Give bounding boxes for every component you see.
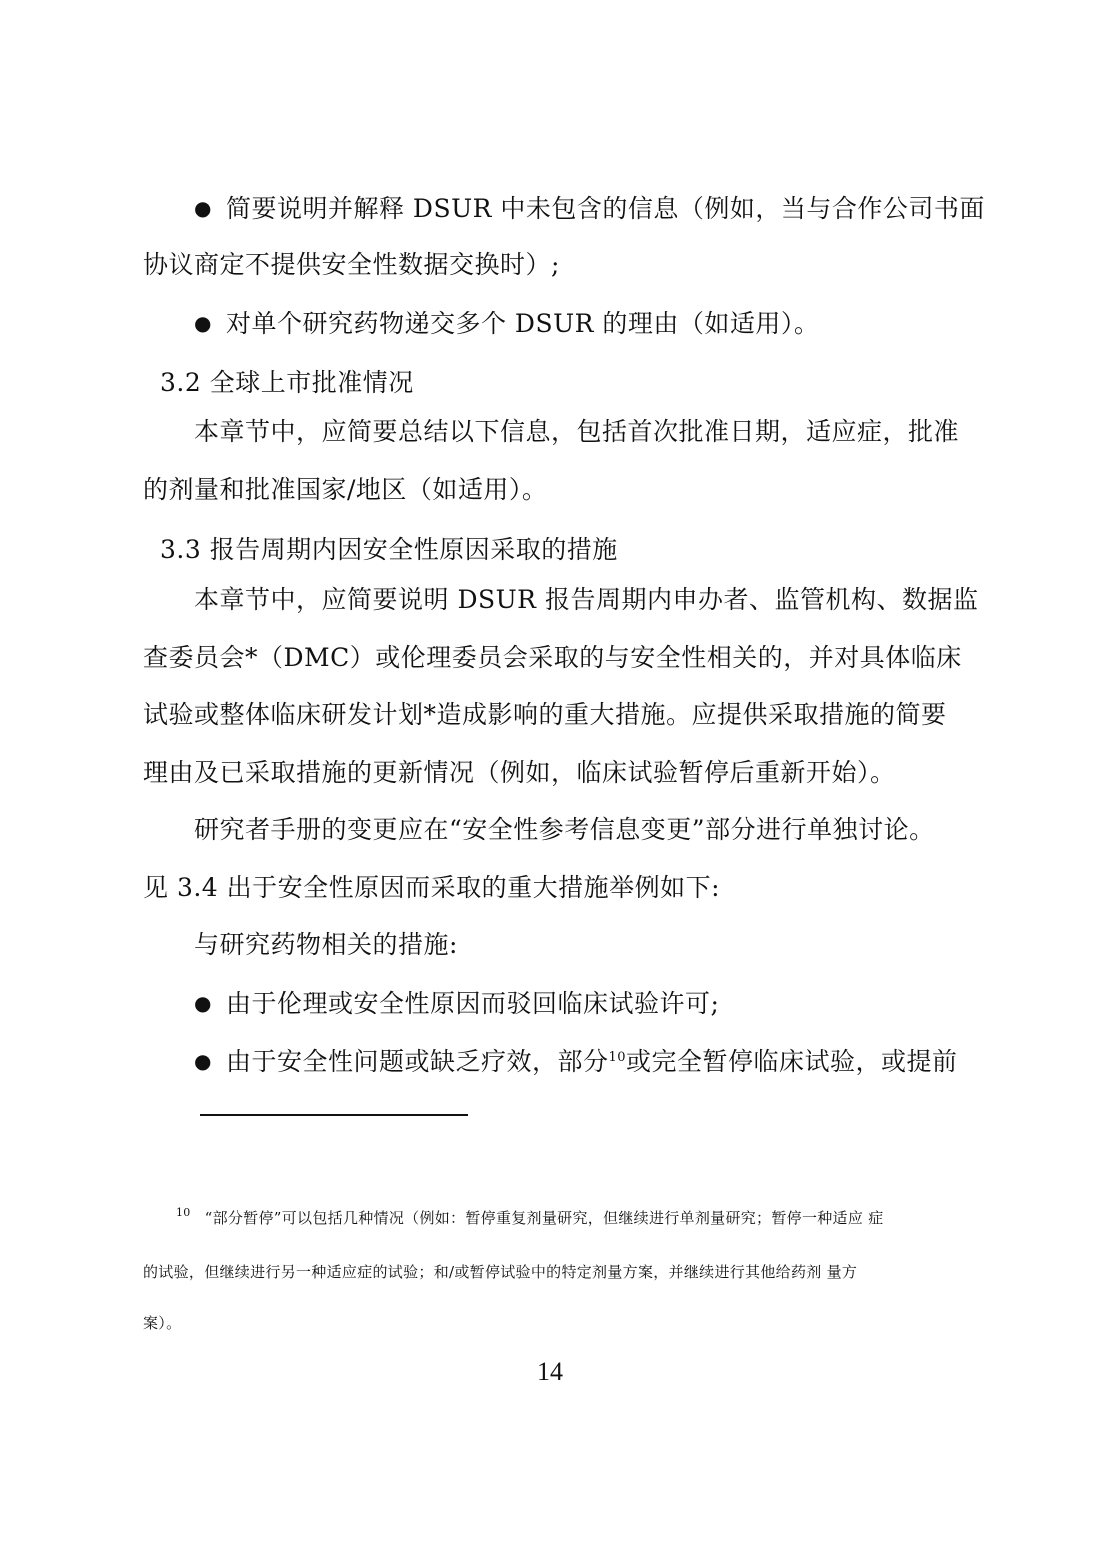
section-heading-3-2: 3.2 全球上市批准情况 (160, 368, 414, 397)
page-number: 14 (537, 1357, 563, 1386)
bullet-icon: ● (194, 991, 212, 1015)
section-heading-3-3: 3.3 报告周期内因安全性原因采取的措施 (160, 535, 618, 564)
paragraph-3-3-line-1: 本章节中，应简要说明 DSUR 报告周期内申办者、监管机构、数据监 (194, 585, 979, 614)
paragraph-3-2-line-2: 的剂量和批准国家/地区（如适用）。 (143, 475, 548, 504)
footnote-line-1-text: “部分暂停”可以包括几种情况（例如：暂停重复剂量研究，但继续进行单剂量研究；暂停一种适应 症 (204, 1209, 884, 1227)
bullet-item-4-text-pre: 由于安全性问题或缺乏疗效，部分 (225, 1047, 609, 1076)
bullet-item-1-line-2: 协议商定不提供安全性数据交换时）; (143, 250, 560, 279)
paragraph-ib-line-1: 研究者手册的变更应在“安全性参考信息变更”部分进行单独讨论。 (194, 815, 935, 844)
footnote-line-2: 的试验，但继续进行另一种适应症的试验；和/或暂停试验中的特定剂量方案，并继续进行其他给药剂 量方 (143, 1263, 858, 1281)
bullet-icon: ● (194, 311, 212, 335)
footnote-marker: 10 (176, 1206, 191, 1219)
bullet-item-3-text: 由于伦理或安全性原因而驳回临床试验许可; (225, 989, 720, 1018)
bullet-item-3 (194, 985, 719, 1021)
bullet-item-4 (194, 1043, 958, 1079)
bullet-item-1 (194, 190, 985, 226)
paragraph-ib-line-2: 见 3.4 出于安全性原因而采取的重大措施举例如下: (143, 873, 721, 902)
bullet-item-4-text-post: 或完全暂停临床试验，或提前 (626, 1047, 958, 1076)
footnote-line-1 (176, 1207, 884, 1229)
paragraph-3-3-line-3: 试验或整体临床研发计划*造成影响的重大措施。应提供采取措施的简要 (143, 700, 947, 729)
bullet-icon: ● (194, 196, 212, 220)
bullet-item-1-line-1: 简要说明并解释 DSUR 中未包含的信息（例如，当与合作公司书面 (225, 194, 985, 223)
bullet-item-2 (194, 305, 819, 341)
paragraph-3-3-line-4: 理由及已采取措施的更新情况（例如，临床试验暂停后重新开始）。 (143, 758, 896, 787)
footnote-reference: 10 (608, 1050, 627, 1065)
paragraph-3-2-line-1: 本章节中，应简要总结以下信息，包括首次批准日期，适应症，批准 (194, 417, 960, 446)
paragraph-drug-actions: 与研究药物相关的措施: (194, 930, 458, 959)
bullet-icon: ● (194, 1049, 212, 1073)
bullet-item-2-text: 对单个研究药物递交多个 DSUR 的理由（如适用）。 (225, 309, 820, 338)
paragraph-3-3-line-2: 查委员会*（DMC）或伦理委员会采取的与安全性相关的，并对具体临床 (143, 643, 962, 672)
footnote-line-3: 案）。 (143, 1314, 182, 1332)
footnote-separator (200, 1114, 468, 1116)
